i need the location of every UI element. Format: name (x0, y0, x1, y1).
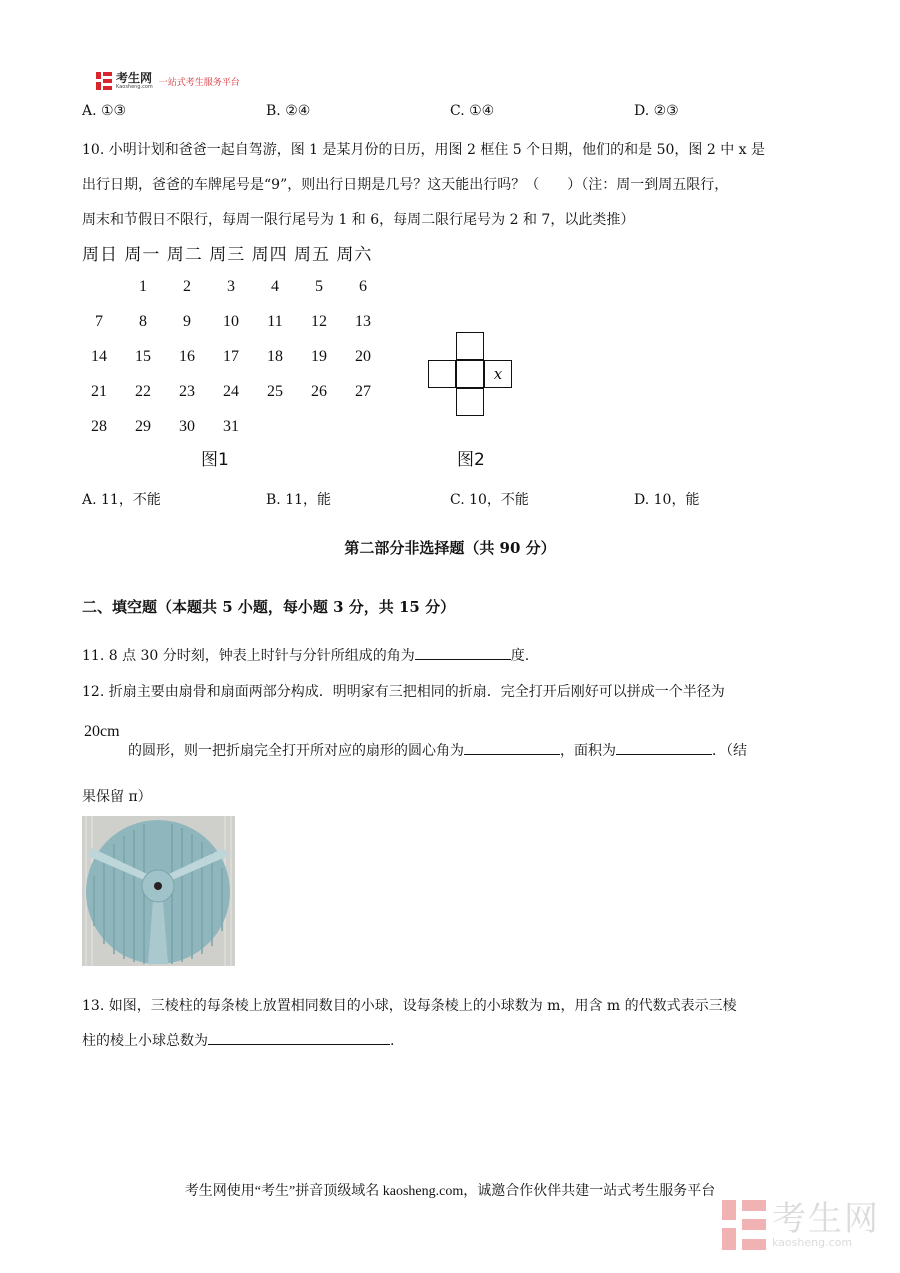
calendar-day: 13 (355, 313, 371, 330)
logo-name: 考生网 (116, 71, 153, 85)
figure1-caption: 图1 (201, 450, 229, 470)
calendar-day: 28 (91, 418, 107, 435)
calendar-day: 30 (179, 418, 195, 435)
q9-option-c: C. ①④ (450, 103, 495, 119)
calendar-weekday-header: 周日 周一 周二 周三 周四 周五 周六 (82, 245, 373, 265)
calendar-day: 15 (135, 348, 151, 365)
calendar-day: 21 (91, 383, 107, 400)
calendar-grid (84, 278, 384, 448)
calendar-day: 27 (355, 383, 371, 400)
q12-radius: 20cm (84, 723, 120, 740)
q10-text-line2: 出行日期，爸爸的车牌尾号是“9”，则出行日期是几号？这天能出行吗？（ ）（注：周一到周五限行， (82, 177, 729, 193)
q10-text-line1: 10. 小明计划和爸爸一起自驾游，图 1 是某月份的日历，用图 2 框住 5 个日期，他们的和是 50，图 2 中 x 是 (82, 142, 766, 158)
cross-cell-bottom (456, 388, 484, 416)
q13-text-line1: 13. 如图，三棱柱的每条棱上放置相同数目的小球，设每条棱上的小球数为 m，用含 m 的代数式表示三棱 (82, 998, 737, 1014)
calendar-day: 22 (135, 383, 151, 400)
q13-answer-blank[interactable] (208, 1032, 390, 1045)
logo-slogan: 一站式考生服务平台 (158, 77, 240, 88)
q9-option-a: A. ①③ (82, 103, 127, 119)
calendar-day: 17 (223, 348, 239, 365)
watermark-domain: kaosheng.com (772, 1235, 853, 1249)
calendar-day: 24 (223, 383, 239, 400)
calendar-day: 4 (271, 278, 279, 295)
calendar-day: 26 (311, 383, 327, 400)
q12-line2 (128, 740, 747, 760)
q11-suffix: 度. (510, 648, 530, 664)
calendar-day: 5 (315, 278, 323, 295)
q12-text-line3: 果保留 π） (82, 789, 152, 805)
calendar-day: 12 (311, 313, 327, 330)
calendar-day: 25 (267, 383, 283, 400)
q11-answer-blank[interactable] (415, 647, 511, 660)
kaosheng-watermark (722, 1200, 880, 1250)
calendar-day: 9 (183, 313, 191, 330)
header-logo (96, 72, 240, 90)
kaosheng-logo-icon (96, 72, 112, 90)
calendar-day: 29 (135, 418, 151, 435)
q13-text-end: . (390, 1033, 395, 1049)
calendar-day: 14 (91, 348, 107, 365)
folding-fan-photo (82, 816, 235, 966)
logo-domain: Kaosheng.com (116, 84, 153, 90)
section2-title: 二、填空题（本题共 5 小题，每小题 3 分，共 15 分） (82, 598, 456, 616)
q12-text-end: ．（结 (712, 743, 747, 759)
figure2-caption: 图2 (457, 450, 485, 470)
cross-cell-center (456, 360, 484, 388)
part2-title: 第二部分非选择题（共 90 分） (344, 539, 556, 557)
cross-cell-top (456, 332, 484, 360)
page-footer: 考生网使用“考生”拼音顶级域名 kaosheng.com，诚邀合作伙伴共建一站式考生服务平台 (184, 1184, 716, 1199)
q12-angle-blank[interactable] (464, 742, 560, 755)
q9-option-b: B. ②④ (266, 103, 311, 119)
q11-text: 11. 8 点 30 分时刻，钟表上时针与分针所组成的角为 (82, 648, 415, 664)
cross-cell-right-x: x (484, 360, 512, 388)
watermark-logo-icon (722, 1200, 766, 1250)
q12-text-angle: 的圆形，则一把折扇完全打开所对应的扇形的圆心角为 (128, 743, 464, 759)
calendar-day: 2 (183, 278, 191, 295)
q13-text-line2: 柱的棱上小球总数为 (82, 1033, 208, 1049)
figure2-cross-diagram (428, 332, 518, 422)
calendar-day: 10 (223, 313, 239, 330)
q9-option-d: D. ②③ (634, 103, 679, 119)
calendar-day: 6 (359, 278, 367, 295)
calendar-day: 3 (227, 278, 235, 295)
calendar-day: 31 (223, 418, 239, 435)
q12-area-blank[interactable] (616, 742, 712, 755)
calendar-day: 18 (267, 348, 283, 365)
q10-option-a: A. 11，不能 (82, 492, 161, 508)
watermark-text: 考生网 (772, 1198, 880, 1239)
calendar-day: 11 (267, 313, 283, 330)
q10-option-c: C. 10，不能 (450, 492, 529, 508)
calendar-day: 1 (139, 278, 147, 295)
calendar-day: 23 (179, 383, 195, 400)
calendar-day: 16 (179, 348, 195, 365)
q10-option-d: D. 10，能 (634, 492, 700, 508)
calendar-day: 8 (139, 313, 147, 330)
calendar-day: 20 (355, 348, 371, 365)
q12-text-line1: 12. 折扇主要由扇骨和扇面两部分构成．明明家有三把相同的折扇．完全打开后刚好可以拼成一个半径为 (82, 684, 725, 700)
q13-line2 (82, 1030, 394, 1050)
q10-text-line3: 周末和节假日不限行，每周一限行尾号为 1 和 6，每周二限行尾号为 2 和 7，以此类推） (82, 212, 635, 228)
q11 (82, 645, 529, 665)
calendar-day: 19 (311, 348, 327, 365)
q12-text-area: ，面积为 (560, 743, 616, 759)
calendar-day: 7 (95, 313, 103, 330)
q10-option-b: B. 11，能 (266, 492, 332, 508)
cross-cell-left (428, 360, 456, 388)
